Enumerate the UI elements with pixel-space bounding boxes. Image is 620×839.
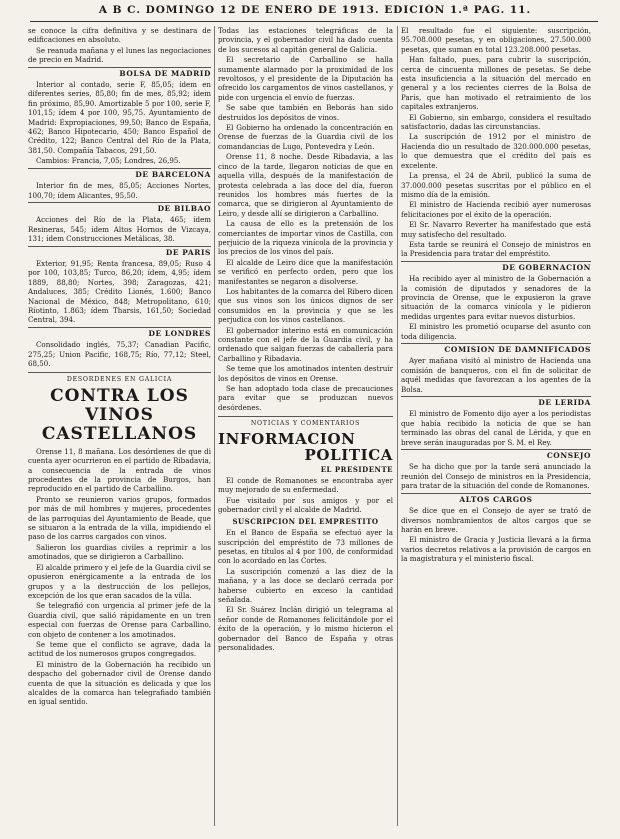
paragraph: Consolidado inglés, 75,37; Canadian Pacific, 275,25; Union Pacific, 168,75; Río, 77,12; Steel, 68,50. bbox=[28, 340, 211, 368]
paragraph: El Sr. Suárez Inclán dirigió un telegrama al señor conde de Romanones felicitándole por el éxito de la operación, y lo mismo hicieron el gobernador del Banco de España y otras personalidades. bbox=[218, 605, 393, 652]
column-1 bbox=[28, 26, 211, 831]
paragraph: El secretario de Carballino se halla sumamente alarmado por la proximidad de los revoltosos, y el presidente de la Diputación ha ofrecido los cargamentos de vinos castellanos, y pide con urgencia el envío de fuerzas. bbox=[218, 55, 393, 102]
section-heading-bolsa-madrid: BOLSA DE MADRID bbox=[28, 67, 211, 78]
section-heading-gobernacion: DE GOBERNACION bbox=[401, 261, 591, 272]
paragraph: El ministro les prometió ocuparse del asunto con toda diligencia. bbox=[401, 322, 591, 341]
paragraph: El Gobierno ha ordenado la concentración en Orense de fuerzas de la Guardia civil de los comandancias de Lugo, Pontevedra y León. bbox=[218, 123, 393, 151]
paragraph: Todas las estaciones telegráficas de la provincia, y el gobernador civil ha dado cuenta de los sucesos al capitán general de Galicia. bbox=[218, 26, 393, 54]
column-divider-2 bbox=[397, 26, 398, 826]
paragraph: Interior al contado, serie F, 85,05; ídem en diferentes series, 85,80; fin de mes, 85,92; ídem fin próximo, 85,90. Amortizable 5 por 100, serie F, 101,15; ídem 4 por 100, 95,75. Ayuntamiento de Madrid: Expropiaciones, 99,50; Banco de España, 462; Banco Hipotecario, 450; Banco Español de Crédito, 122; Banco Central del Río de la Plata, 381,50. Compañía Tabacos, 291,50. bbox=[28, 80, 211, 155]
paragraph: La prensa, el 24 de Abril, publicó la suma de 37.000.000 pesetas suscritas por el público en el mismo día de la emisión. bbox=[401, 171, 591, 199]
paragraph: Exterior, 91,95; Renta francesa, 89,05; Ruso 4 por 100, 103,85; Turco, 86,20; ídem, 4,95; ídem 1889, 88,80; Nortes, 398; Zaragozas, 421; Andaluces, 385; Crédito Lionés, 1.600; Banco Nacional de México, 848; Metropolitano, 610; Ríotinto, 1.863; ídem Tharsis, 161,50; Sociedad Central, 394. bbox=[28, 258, 211, 325]
paragraph: Esta tarde se reunirá el Consejo de ministros en la Presidencia para tratar del empréstito. bbox=[401, 239, 591, 259]
paragraph: se conoce la cifra definitiva y se destinara de edificaciones en absoluto. bbox=[28, 26, 211, 45]
top-rule bbox=[30, 21, 598, 22]
paragraph: El ministro de Gracia y Justicia llevará a la firma varios decretos relativos a la provisión de cargos en la magistratura y el ministerio fiscal. bbox=[401, 535, 591, 564]
article-kicker: DESORDENES EN GALICIA bbox=[28, 372, 211, 384]
subheading-presidente: EL PRESIDENTE bbox=[320, 464, 393, 474]
paragraph: Acciones del Río de la Plata, 465; ídem Resineras, 545; ídem Altos Hornos de Vizcaya, 131; ídem Construcciones Metálicas, 38. bbox=[28, 215, 211, 244]
paragraph: Se teme que el conflicto se agrave, dada la actitud de los numerosos grupos congregados. bbox=[28, 639, 211, 659]
paragraph: Ha recibido ayer al ministro de la Gobernación a la comisión de diputados y senadores de la provincia de Orense, que le expusieron la grave situación de la comarca vinícola y le pidieron medidas urgentes para evitar nuevos disturbios. bbox=[401, 274, 591, 321]
section-headline-line1: INFORMACION bbox=[218, 429, 356, 448]
paragraph: Pronto se reunieron varios grupos, formados por más de mil hombres y mujeres, procedentes de las parroquias del Ayuntamiento de Beade, que se situaron a la entrada de la villa, impidiendo el paso de los carros cargados con vinos. bbox=[28, 494, 211, 542]
paragraph: El alcalde de Leiro dice que la manifestación se verificó en perfecto orden, pero que los manifestantes se negaron a disolverse. bbox=[218, 257, 393, 286]
paragraph: Se teme que los amotinados intenten destruir los depósitos de vinos en Orense. bbox=[218, 364, 393, 383]
column-3 bbox=[401, 26, 591, 831]
section-heading-consejo: CONSEJO bbox=[401, 449, 591, 460]
paragraph: La suscripción comenzó a las diez de la mañana, y a las doce se declaró cerrada por haberse cubierto en exceso la cantidad señalada. bbox=[218, 566, 393, 604]
article-headline-line1: CONTRA LOS VINOS bbox=[50, 385, 189, 425]
page-masthead: A B C. DOMINGO 12 DE ENERO DE 1913. EDICIÓN 1.ª PAG. 11. bbox=[98, 4, 532, 16]
paragraph: En el Banco de España se efectuó ayer la suscripción del empréstito de 73 millones de pesetas, en títulos al 4 por 100, de conformidad con lo acordado en las Cortes. bbox=[218, 528, 393, 566]
paragraph: Ayer mañana visitó al ministro de Hacienda una comisión de banqueros, con el fin de solicitar de aquél medidas que favorezcan a los agentes de la Bolsa. bbox=[401, 356, 591, 394]
column-divider-1 bbox=[214, 26, 215, 826]
paragraph: El ministro de Hacienda recibió ayer numerosas felicitaciones por el éxito de la operación. bbox=[401, 200, 591, 219]
paragraph: El resultado fue el siguiente: suscripción, 95.708.000 pesetas, y en obligaciones, 27.500.000 pesetas, que suman en total 123.208.000 pesetas. bbox=[401, 26, 591, 54]
section-heading-londres: DE LONDRES bbox=[28, 327, 211, 338]
paragraph: Se han adoptado toda clase de precauciones para evitar que se produzcan nuevos desórdenes. bbox=[218, 384, 393, 412]
paragraph: Interior fin de mes, 85,05; Acciones Nortes, 100,70; ídem Alicantes, 95,50. bbox=[28, 181, 211, 200]
paragraph: El alcalde primero y el jefe de la Guardia civil se opusieron enérgicamente a la entrada de los grupos y a la destrucción de los pellejos, excepción de los que eran sacados de la villa. bbox=[28, 562, 211, 600]
paragraph: Cambios: Francia, 7,05; Londres, 26,95. bbox=[36, 156, 181, 166]
section-heading-lerida: DE LERIDA bbox=[401, 396, 591, 407]
paragraph: La causa de ello es la pretensión de los comerciantes de importar vinos de Castilla, con perjuicio de la riqueza vinícola de la provincia y los precios de los vinos del país. bbox=[218, 219, 393, 257]
paragraph: La suscripción de 1912 por el ministro de Hacienda dio un resultado de 320.000.000 pesetas, lo que demuestra que el crédito del país es excelente. bbox=[401, 132, 591, 170]
section-heading-altos-cargos: ALTOS CARGOS bbox=[401, 493, 591, 504]
paragraph: Se dice que en el Consejo de ayer se trató de diversos nombramientos de altos cargos que se harán en breve. bbox=[401, 506, 591, 534]
paragraph: Se reanuda mañana y el lunes las negociaciones de precio en Madrid. bbox=[28, 45, 211, 65]
paragraph: Han faltado, pues, para cubrir la suscripción, cerca de cincuenta millones de pesetas. Se debe esta insuficiencia a la situación del mercado en general y a los recientes cierres de la Bolsa de París, que han motivado el retraimiento de los capitales extranjeros. bbox=[401, 55, 591, 112]
section-heading-barcelona: DE BARCELONA bbox=[28, 168, 211, 179]
section-headline-line2: POLITICA bbox=[304, 445, 393, 464]
section-heading-paris: DE PARIS bbox=[28, 246, 211, 257]
paragraph: Fue visitado por sus amigos y por el gobernador civil y el alcalde de Madrid. bbox=[218, 495, 393, 515]
section-kicker: NOTICIAS Y COMENTARIOS bbox=[218, 416, 393, 428]
paragraph: El ministro de Fomento dijo ayer a los periodistas que había recibido la noticia de que se han terminado las obras del canal de Lérida, y que en breve serán inauguradas por S. M. el Rey. bbox=[401, 409, 591, 447]
paragraph: Se sabe que también en Beborás han sido destruidos los depósitos de vinos. bbox=[218, 103, 393, 122]
paragraph: Se ha dicho que por la tarde será anunciado la reunión del Consejo de ministros en la Presidencia, para tratar de la situación del conde de Romanones. bbox=[401, 462, 591, 491]
column-2 bbox=[218, 26, 393, 831]
paragraph: Los habitantes de la comarca del Ribero dicen que sus vinos son los únicos dignos de ser consumidos en la provincia y que se les perjudica con los vinos castellanos. bbox=[218, 286, 393, 325]
article-headline-line2: CASTELLANOS bbox=[41, 423, 198, 444]
section-heading-bilbao: DE BILBAO bbox=[28, 202, 211, 213]
paragraph: El gobernador interino está en comunicación constante con el jefe de la Guardia civil, y ha ordenado que salgan fuerzas de caballería para Carballino y Ribadavia. bbox=[218, 325, 393, 363]
paragraph: Salieron los guardias civiles a reprimir a los amotinados, que se dirigieron a Carballino. bbox=[28, 542, 211, 562]
paragraph: Orense 11, 8 mañana. Los desórdenes de que di cuenta ayer ocurrieron en el partido de Ribadavia, a consecuencia de la entrada de vinos procedentes de la provincia de Burgos, han reproducido en el partido de Carballino. bbox=[28, 446, 211, 494]
paragraph: El ministro de la Gobernación ha recibido un despacho del gobernador civil de Orense dando cuenta de que la situación es delicada y que los alcaldes de la comarca han telegrafiado también en igual sentido. bbox=[28, 659, 211, 707]
paragraph: El Sr. Navarro Reverter ha manifestado que está muy satisfecho del resultado. bbox=[401, 220, 591, 239]
paragraph: El conde de Romanones se encontraba ayer muy mejorado de su enfermedad. bbox=[218, 476, 393, 495]
subheading-emprestito: SUSCRIPCION DEL EMPRESTITO bbox=[232, 516, 379, 526]
section-heading-damnificados: COMISION DE DAMNIFICADOS bbox=[401, 343, 591, 354]
paragraph: Se telegrafió con urgencia al primer jefe de la Guardia civil, que salió rápidamente en un tren especial con fuerzas de Orense para Carballino, con objeto de contener a los amotinados. bbox=[28, 601, 211, 639]
paragraph: Orense 11, 8 noche. Desde Ribadavia, a las cinco de la tarde, llegaron noticias de que en aquella villa, después de la manifestación de protesta celebrada a las doce del día, fueron reunidos los hombres más fuertes de la comarca, que se dirigieron al Ayuntamiento de Leiro, y desde allí se dirigieron a Carballino. bbox=[218, 152, 393, 218]
paragraph: El Gobierno, sin embargo, considera el resultado satisfactorio, dadas las circunstancias. bbox=[401, 112, 591, 132]
